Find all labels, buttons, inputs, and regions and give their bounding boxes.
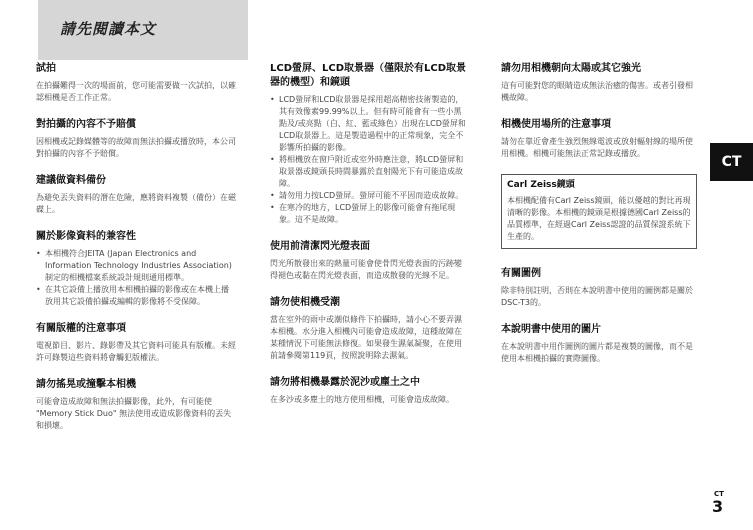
lcd-bullet: • 請勿用力按LCD螢屏。螢屏可能不平因而造成故障。 (270, 190, 468, 202)
column-3 (501, 62, 697, 379)
section-body-moisture: 當在室外的雨中或潮似條件下拍攝時，請小心不要弄濕本相機。水分進入相機內可能會造成故障，這種故障在某種情況下可能無法修復。如果發生濕氣凝聚，在使用前請參閱第119頁，按照說明除去濕氣。 (270, 315, 462, 360)
page-number: 3 (712, 497, 724, 516)
section-heading-moisture: 請勿使相機受潮 (270, 297, 340, 308)
section-body-test-shot: 在拍攝難得一次的場面前，您可能需要做一次試拍，以確認相機是否工作正常。 (36, 81, 236, 102)
section-heading-no-shaking: 請勿搖晃或撞擊本相機 (36, 379, 136, 390)
section-body-no-compensation: 因相機或記錄媒體等的故障而無法拍攝或播放時，本公司對拍攝的內容不予賠償。 (36, 137, 236, 158)
section-body-backup: 為避免丟失資料的潛在危險，應將資料複製（備份）在磁碟上。 (36, 193, 236, 214)
section-body-no-shaking: 可能會造成故障和無法拍攝影像，此外，有可能使 "Memory Stick Duo" 無法使用或造成影像資料的丟失和損壞。 (36, 397, 232, 430)
lcd-list (270, 94, 468, 226)
section-heading-sun: 請勿用相機朝向太陽或其它強光 (501, 63, 641, 74)
section-body-sun: 這有可能對您的眼睛造成無法治癒的傷害。或者引發相機故障。 (501, 81, 693, 102)
section-heading-copyright: 有關版權的注意事項 (36, 323, 126, 334)
compatibility-bullet: • 在其它設備上播放用本相機拍攝的影像或在本機上播放用其它設備拍攝或編輯的影像將不受保障。 (36, 284, 236, 308)
section-heading-flash-clean: 使用前清潔閃光燈表面 (270, 241, 370, 252)
section-body-copyright: 電視節目、影片、錄影帶及其它資料可能具有版權。未經許可錄製這些資料將會觸犯版權法。 (36, 341, 236, 362)
section-heading-backup: 建議做資料備份 (36, 175, 106, 186)
section-heading-images: 本說明書中使用的圖片 (501, 324, 601, 335)
zeiss-heading: Carl Zeiss鏡頭 (507, 180, 575, 190)
compatibility-bullet: • 本相機符合JEITA (Japan Electronics and Information Technology Industries Association) 制定的相機檔案系統設計規則通用標準。 (36, 248, 236, 284)
section-heading-no-compensation: 對拍攝的內容不予賠償 (36, 119, 136, 130)
section-body-flash-clean: 閃光所散發出來的熱量可能會使骨閃光燈表面的污跡變得褪色或黏在閃光燈表面，而造成散發的光線不足。 (270, 259, 462, 280)
zeiss-box (501, 174, 697, 249)
language-tab: CT (710, 143, 753, 181)
section-heading-sand-dust: 請勿將相機暴露於泥沙或塵土之中 (270, 377, 420, 388)
compatibility-list (36, 248, 236, 308)
section-body-sand-dust: 在多沙或多塵土的地方使用相機，可能會造成故障。 (270, 395, 454, 404)
page-title: 請先閱讀本文 (60, 20, 157, 38)
zeiss-body: 本相機配備有Carl Zeiss鏡頭，能以優越的對比再現清晰的影像。本相機的鏡頭是根據德國Carl Zeiss的品質標準，在經過Carl Zeiss認證的品質保證系統下生產的。 (507, 196, 691, 241)
section-heading-location: 相機使用場所的注意事項 (501, 119, 611, 130)
section-heading-lcd: LCD螢屏、LCD取景器（僅限於有LCD取景器的機型）和鏡頭 (270, 63, 467, 88)
column-1 (36, 62, 236, 446)
lcd-bullet: • 在寒冷的地方，LCD螢屏上的影像可能會有拖尾現象。這不是故障。 (270, 202, 468, 226)
lcd-bullet: • LCD螢屏和LCD取景器是採用超高精密技術製造的，其有效像素99.99%以上。但有時可能會有一些小黑點及/或亮點（白、紅、藍或綠色）出現在LCD螢屏和LCD取景器上。這是製造過程中的正常現象，完全不影響所拍攝的影像。 (270, 94, 468, 154)
lcd-bullet: • 將相機放在窗戶附近或室外時應注意，將LCD螢屏和取景器或鏡頭長時間暴露於直射陽光下有可能造成故障。 (270, 154, 468, 190)
column-2 (270, 62, 468, 420)
page-language-code: CT (714, 490, 724, 498)
section-body-images: 在本說明書中用作圖例的圖片都是複製的圖像，而不是使用本相機拍攝的實際圖像。 (501, 342, 693, 363)
section-heading-test-shot: 試拍 (36, 63, 56, 74)
section-heading-illustrations: 有關圖例 (501, 268, 541, 279)
section-body-illustrations: 除非特別註明，否則在本說明書中使用的圖例都是關於DSC-T3的。 (501, 286, 693, 307)
section-body-location: 請勿在靠近會產生強烈無線電波或放射輻射線的場所使用相機。相機可能無法正常記錄或播放。 (501, 137, 693, 158)
section-heading-compatibility: 關於影像資料的兼容性 (36, 231, 136, 242)
